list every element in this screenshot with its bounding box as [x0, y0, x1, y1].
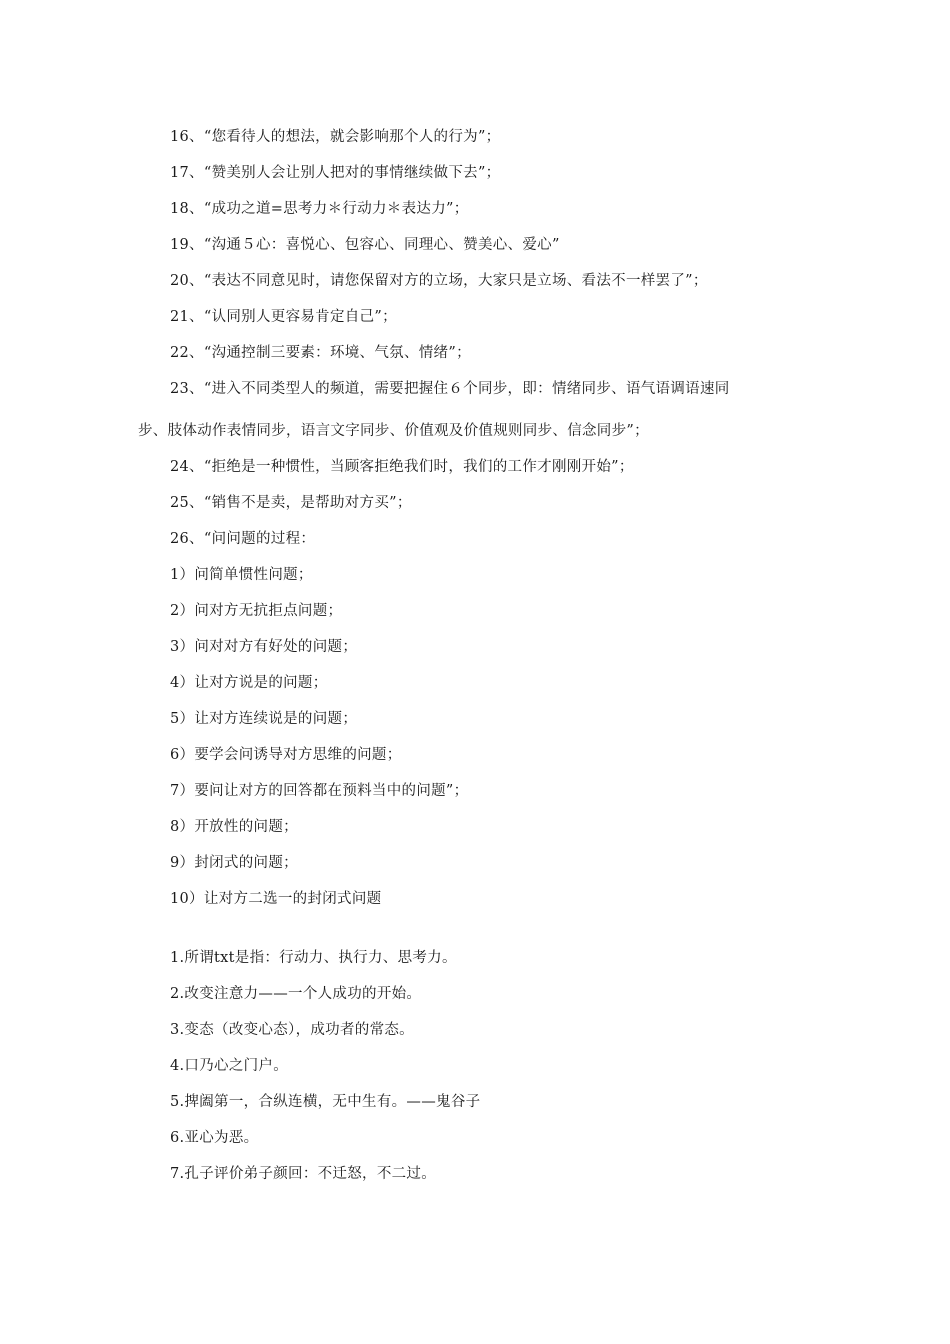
- question-step-9: 9）封闭式的问题；: [170, 855, 298, 871]
- question-step-10: 10）让对方二选一的封闭式问题: [170, 891, 382, 907]
- quote-21: 21、“认同别人更容易肯定自己”；: [170, 309, 397, 325]
- quote-19: 19、“沟通５心：喜悦心、包容心、同理心、赞美心、爱心”: [170, 237, 560, 253]
- note-6: 6.亚心为恶。: [170, 1130, 259, 1146]
- quote-23-part1: 23、“进入不同类型人的频道，需要把握住６个同步，即：情绪同步、语气语调语速同: [170, 381, 730, 397]
- quote-25: 25、“销售不是卖，是帮助对方买”；: [170, 495, 412, 511]
- question-step-1: 1）问简单惯性问题；: [170, 567, 313, 583]
- quote-20: 20、“表达不同意见时，请您保留对方的立场，大家只是立场、看法不一样罢了”；: [170, 273, 708, 289]
- quote-22: 22、“沟通控制三要素：环境、气氛、情绪”；: [170, 345, 471, 361]
- quote-16: 16、“您看待人的想法，就会影响那个人的行为”；: [170, 129, 501, 145]
- question-step-2: 2）问对方无抗拒点问题；: [170, 603, 343, 619]
- note-7: 7.孔子评价弟子颜回：不迁怒，不二过。: [170, 1166, 437, 1182]
- question-step-7: 7）要问让对方的回答都在预料当中的问题”；: [170, 783, 469, 799]
- note-1: 1.所谓txt是指：行动力、执行力、思考力。: [170, 950, 457, 966]
- note-2: 2.改变注意力——一个人成功的开始。: [170, 986, 422, 1002]
- note-3: 3.变态（改变心态），成功者的常态。: [170, 1022, 414, 1038]
- quote-26: 26、“问问题的过程：: [170, 531, 316, 547]
- quote-24: 24、“拒绝是一种惯性，当顾客拒绝我们时，我们的工作才刚刚开始”；: [170, 459, 634, 475]
- note-4: 4.口乃心之门户。: [170, 1058, 289, 1074]
- quote-23-part2: 步、肢体动作表情同步，语言文字同步、价值观及价值规则同步、信念同步”；: [138, 423, 649, 439]
- question-step-8: 8）开放性的问题；: [170, 819, 298, 835]
- question-step-4: 4）让对方说是的问题；: [170, 675, 328, 691]
- note-5: 5.捭阖第一，合纵连横，无中生有。——鬼谷子: [170, 1094, 481, 1110]
- quote-17: 17、“赞美别人会让别人把对的事情继续做下去”；: [170, 165, 501, 181]
- quote-18: 18、“成功之道=思考力＊行动力＊表达力”；: [170, 201, 469, 217]
- question-step-3: 3）问对对方有好处的问题；: [170, 639, 358, 655]
- question-step-5: 5）让对方连续说是的问题；: [170, 711, 358, 727]
- question-step-6: 6）要学会问诱导对方思维的问题；: [170, 747, 402, 763]
